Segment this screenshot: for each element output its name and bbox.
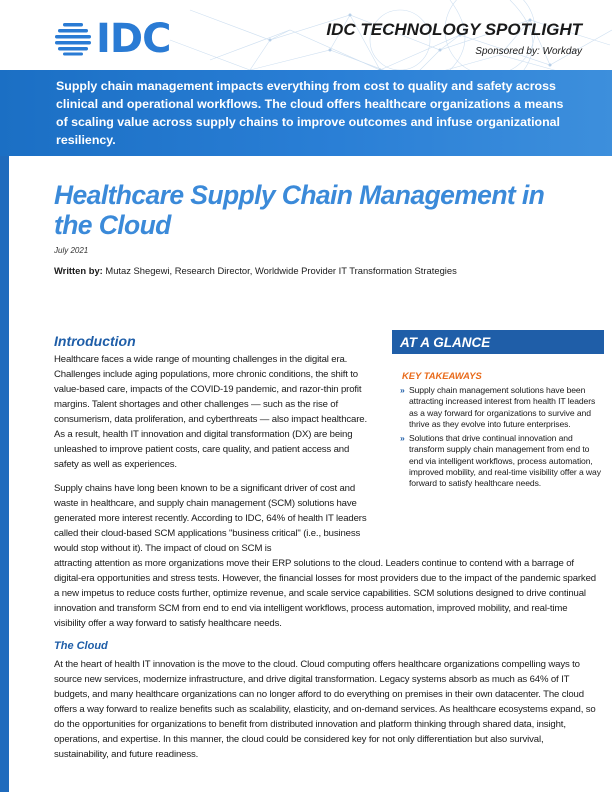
banner-text: Supply chain management impacts everything from cost to quality and safety across clinical and operational workflows. The cloud offers healthcare organizations a means of scaling value across supply chains to improve outcomes and infuse organizational resiliency.	[56, 79, 564, 147]
author-label: Written by:	[54, 265, 103, 276]
cloud-heading: The Cloud	[54, 640, 108, 652]
author-line	[54, 265, 457, 276]
intro-paragraph-2-part-2: attracting attention as more organizations move their ERP solutions to the cloud. Leaders continue to contend with a barrage of digital-era opportunities and stress tests. However, the financial losses for most providers due to the impact of the pandemic sparked a new impetus to reduce costs further, optimize revenue, and scale service capabilities. SCM solutions designed to drive continual innovation and transform SCM from end to end via intelligent workflows, process automation, improved mobility, and real-time visibility offer a way forward to satisfy healthcare needs.	[54, 558, 596, 629]
cloud-paragraph: At the heart of health IT innovation is the move to the cloud. Cloud computing offers healthcare organizations compelling ways to source new services, modernize infrastructure, and drive digital transformation. Legacy systems absorb as much as 64% of IT budgets, and many healthcare organizations can no longer afford to do everything on premises in their own datacenter. The cloud offers a way forward to realize benefits such as scalability, elasticity, and on-demand services. As healthcare ecosystems expand, so do the opportunities for organizations to benefit from distributed innovation and platform thinking through shared data, insight, operations, and expertise. In this manner, the cloud could be considered key for not only differentiation but also survival, sustainability, and future readiness.	[54, 659, 596, 760]
introduction-heading: Introduction	[54, 333, 136, 349]
takeaways-list	[392, 385, 604, 490]
key-takeaways-heading: KEY TAKEAWAYS	[402, 370, 482, 381]
idc-logo	[54, 16, 171, 62]
list-item	[400, 433, 604, 489]
bullet-icon: »	[400, 433, 405, 444]
logo-text: IDC	[96, 16, 171, 62]
bullet-icon: »	[400, 385, 405, 395]
publication-date: July 2021	[54, 246, 89, 255]
at-a-glance-sidebar	[392, 330, 604, 493]
author-name: Mutaz Shegewi, Research Director, Worldwide Provider IT Transformation Strategies	[105, 265, 457, 276]
summary-banner	[0, 70, 612, 156]
sponsor-line: Sponsored by: Workday	[475, 46, 582, 57]
list-item	[400, 385, 604, 430]
document-title: Healthcare Supply Chain Management in the Cloud	[54, 180, 545, 240]
intro-paragraph-2-part-1: Supply chains have long been known to be a significant driver of cost and waste in healthcare, and supply chain management (SCM) solutions have generated more interest recently. According to IDC, 64% of health IT leaders called their cloud-based SCM applications "business critical" (i.e., business would stop without it). The impact of cloud on SCM is	[54, 483, 367, 554]
spotlight-header	[326, 20, 582, 57]
takeaway-text: Supply chain management solutions have been attracting increased interest from health IT leaders as a way forward for organizations to survive and thrive as they evolve into future enterprises.	[409, 385, 596, 429]
spotlight-title: IDC TECHNOLOGY SPOTLIGHT	[326, 20, 582, 39]
intro-paragraph-1: Healthcare faces a wide range of mounting challenges in the digital era. Challenges include aging populations, more chronic conditions, the shift to value-based care, impacts of the COVID-19 pandemic, and razor-thin profit margins. Talent shortages and other challenges — such as the rise of consumerism, data proliferation, and cyberthreats — also impact healthcare. As a result, health IT innovation and digital transformation (DX) are being unleashed to improve patient costs, care quality, and patient access and safety as well as experiences.	[54, 354, 367, 470]
globe-icon	[54, 22, 92, 56]
takeaway-text: Solutions that drive continual innovation and transform supply chain management from end to end via intelligent workflows, process automation, improved mobility, and real-time visibility offer a way forward to satisfy healthcare needs.	[409, 433, 601, 489]
left-accent-bar	[0, 156, 9, 792]
at-a-glance-heading: AT A GLANCE	[392, 330, 604, 354]
